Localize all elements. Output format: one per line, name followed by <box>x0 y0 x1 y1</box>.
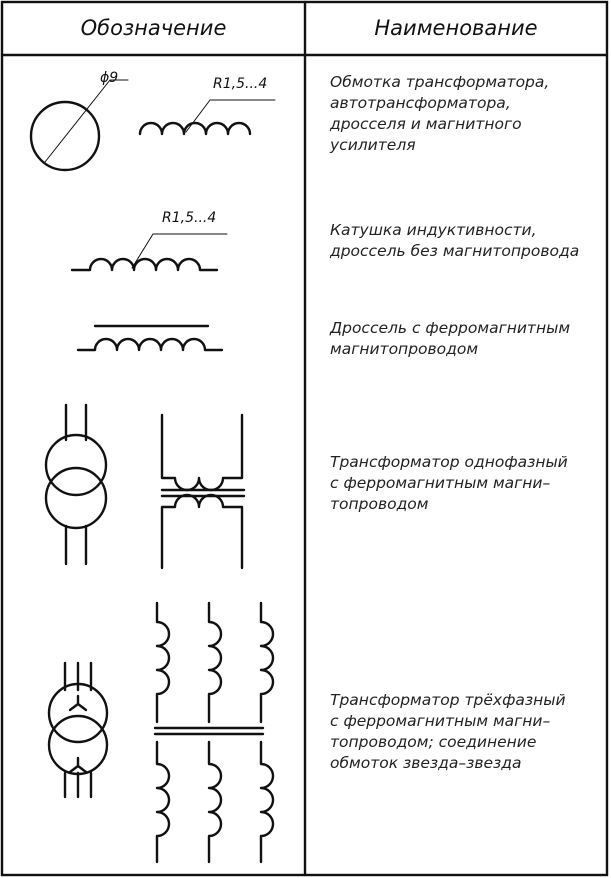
description-line: усилителя <box>330 136 416 154</box>
winding-phase-b-primary <box>209 603 221 722</box>
description-line: Трансформатор трёхфазный <box>330 691 566 709</box>
choke-coil <box>78 339 222 350</box>
radius-leader <box>186 100 210 132</box>
transformer-circle-top <box>49 684 107 742</box>
description-line: дросселя и магнитного <box>330 115 522 133</box>
winding-phase-a-secondary <box>157 742 169 862</box>
description-line: автотрансформатора, <box>330 94 511 112</box>
radius-label: R1,5...4 <box>213 76 268 92</box>
header-name: Наименование <box>374 16 538 40</box>
star-symbol-bottom <box>70 758 86 772</box>
transformer-circle-top <box>46 435 106 495</box>
row-4-description <box>330 452 602 515</box>
winding-symbol <box>31 80 275 170</box>
inductor-coil <box>72 259 217 270</box>
winding-phase-a-primary <box>157 603 169 722</box>
winding-phase-b-secondary <box>209 742 221 862</box>
star-symbol-top <box>70 696 86 710</box>
diameter-label: ϕ9 <box>100 70 119 86</box>
three-phase-transformer-symbol <box>49 603 273 862</box>
description-line: дроссель без магнитопровода <box>330 242 580 260</box>
row-5-description <box>330 690 602 774</box>
row-2-description <box>330 220 602 262</box>
header-designation: Обозначение <box>80 16 227 40</box>
winding-arcs <box>140 123 250 134</box>
transformer-circle-bottom <box>46 468 106 528</box>
description-line: Обмотка трансформатора, <box>330 73 550 91</box>
description-line: с ферромагнитным магни– <box>330 474 551 492</box>
radius-leader-2 <box>132 234 153 268</box>
primary-winding <box>162 415 242 490</box>
choke-core-symbol <box>78 326 222 350</box>
inductor-symbol <box>72 234 227 270</box>
row-3-description <box>330 318 602 360</box>
description-line: Катушка индуктивности, <box>330 221 537 239</box>
description-line: Дроссель с ферромагнитным <box>330 319 571 337</box>
winding-phase-c-primary <box>261 603 273 722</box>
description-line: топроводом <box>330 495 429 513</box>
description-line: магнитопроводом <box>330 340 479 358</box>
description-line: обмоток звезда–звезда <box>330 754 522 772</box>
winding-phase-c-secondary <box>261 742 273 862</box>
description-line: с ферромагнитным магни– <box>330 712 551 730</box>
description-line: топроводом; соединение <box>330 733 537 751</box>
description-line: Трансформатор однофазный <box>330 453 568 471</box>
single-phase-transformer-symbol <box>46 405 244 568</box>
secondary-winding <box>162 495 242 568</box>
diameter-leader <box>45 80 110 162</box>
radius-label-2: R1,5...4 <box>162 210 217 226</box>
row-1-description <box>330 72 602 156</box>
